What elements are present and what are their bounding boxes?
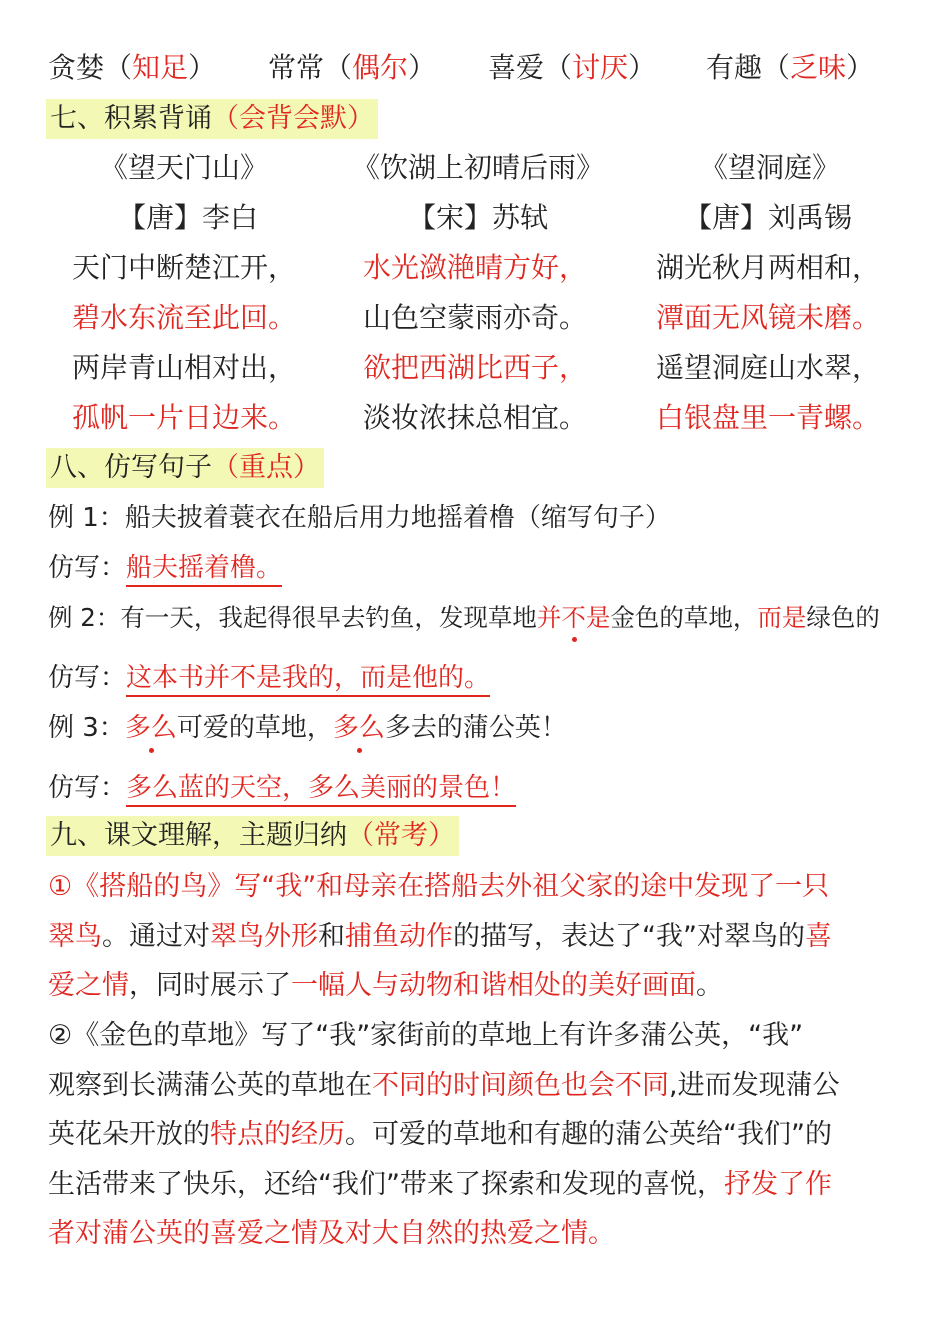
- paragraph-line: [48, 912, 918, 962]
- summary-paragraph: [48, 862, 918, 1011]
- imitation-answer: 船夫摇着橹。: [126, 553, 282, 587]
- keyword-char: 并不是: [536, 603, 611, 632]
- poem-title: 《望天门山》: [100, 151, 269, 184]
- paragraph-line: [48, 961, 918, 1011]
- body-text: 英花朵开放的: [48, 1119, 210, 1150]
- section-tag: （会背会默）: [212, 103, 374, 134]
- keyword-marked: [537, 603, 611, 632]
- section-title: 七、积累背诵: [50, 103, 212, 134]
- section-heading: [46, 99, 378, 139]
- paren-open: （: [544, 51, 573, 84]
- paragraph-line: [48, 1110, 918, 1160]
- poem-line: 欲把西湖比西子，: [363, 351, 588, 384]
- highlight-text: 抒发了作: [723, 1168, 832, 1200]
- imitation-answer: 多么蓝的天空，多么美丽的景色！: [126, 773, 516, 807]
- paren-open: （: [324, 51, 353, 84]
- highlight-text: 捕鱼动作: [345, 920, 453, 952]
- example-sentence: [48, 600, 880, 636]
- antonym-answer: 乏味: [790, 51, 847, 84]
- poem-line: 两岸青山相对出，: [72, 351, 297, 384]
- keyword-marked: 多么: [124, 713, 177, 743]
- paragraph-line: ②《金色的草地》写了“我”家街前的草地上有许多蒲公英，“我”: [48, 1020, 804, 1051]
- paren-open: （: [104, 51, 133, 84]
- paren-close: ）: [846, 51, 875, 84]
- body-text: ,进而发现蒲公: [669, 1069, 840, 1101]
- example-sentence: [48, 500, 671, 536]
- example-text: 多去的蒲公英！: [384, 713, 567, 743]
- antonym-answer: 讨厌: [572, 51, 629, 84]
- body-text: 生活带来了快乐，还给“我们”带来了探索和发现的喜悦，: [48, 1168, 724, 1200]
- body-text: ，同时展示了: [129, 970, 291, 1001]
- poem-author: 【唐】刘禹锡: [684, 201, 853, 234]
- poem-title: 《望洞庭》: [700, 151, 841, 184]
- paren-close: ）: [628, 51, 657, 84]
- imitation-answer: 这本书并不是我的，而是他的。: [126, 663, 490, 697]
- antonym-word: 喜爱: [488, 51, 545, 84]
- highlight-text: 特点的经历: [210, 1119, 345, 1150]
- example-text: 有一天，我起得很早去钓鱼，发现草地: [120, 603, 537, 632]
- highlight-text: 翠鸟外形: [210, 920, 318, 952]
- antonym-pair: [488, 50, 656, 86]
- antonym-pair: [706, 50, 874, 86]
- highlight-text: 爱之情: [48, 970, 129, 1001]
- section-heading: [46, 816, 459, 856]
- section-heading: [46, 448, 324, 488]
- highlight-text: 不同的时间颜色也会不同: [372, 1069, 669, 1101]
- example-text: 绿色的: [806, 603, 880, 632]
- example-text: 船夫披着蓑衣在船后用力地摇着橹（缩写句子）: [124, 503, 671, 533]
- poem-author: 【宋】苏轼: [408, 201, 549, 234]
- body-text: 的描写，表达了“我”对翠鸟的: [453, 920, 805, 952]
- antonym-pair: [268, 50, 436, 86]
- imitation-label: 仿写：: [48, 663, 127, 693]
- example-sentence: [48, 710, 567, 746]
- imitation-sentence: [48, 770, 516, 806]
- poem-line: 孤帆一片日边来。: [72, 401, 297, 434]
- paragraph-line: [48, 1061, 918, 1111]
- section-title: 八、仿写句子: [50, 452, 212, 483]
- paragraph-line: [48, 1160, 918, 1210]
- imitation-label: 仿写：: [48, 773, 127, 803]
- poem-line: 水光潋滟晴方好，: [363, 251, 588, 284]
- antonym-word: 贪婪: [48, 51, 105, 84]
- example-label: 例 2：: [48, 603, 121, 632]
- paren-close: ）: [188, 51, 217, 84]
- highlight-text: 一幅人与动物和谐相处的美好画面: [291, 970, 696, 1001]
- section-tag: （重点）: [212, 452, 320, 483]
- imitation-sentence: [48, 660, 490, 696]
- antonym-answer: 知足: [132, 51, 189, 84]
- poem-title: 《饮湖上初晴后雨》: [352, 151, 605, 184]
- poem-line: 湖光秋月两相和，: [656, 251, 881, 284]
- body-text: 。通过对: [102, 920, 210, 952]
- paren-close: ）: [408, 51, 437, 84]
- example-label: 例 1：: [48, 503, 125, 533]
- body-text: 和: [318, 920, 345, 952]
- poem-line: 山色空蒙雨亦奇。: [363, 301, 588, 334]
- antonym-word: 有趣: [706, 51, 763, 84]
- poem-line: 遥望洞庭山水翠，: [656, 351, 881, 384]
- imitation-sentence: [48, 550, 282, 586]
- paragraph-line: 者对蒲公英的喜爱之情及对大自然的热爱之情。: [48, 1218, 615, 1249]
- highlight-text: 翠鸟: [48, 920, 102, 952]
- poem-line: 淡妆浓抹总相宜。: [363, 401, 588, 434]
- keyword-marked: 多么: [332, 713, 385, 743]
- example-text: 金色的草地，: [610, 603, 758, 632]
- paren-open: （: [762, 51, 791, 84]
- example-text: 可爱的草地，: [176, 713, 333, 743]
- body-text: 观察到长满蒲公英的草地在: [48, 1069, 372, 1101]
- antonym-word: 常常: [268, 51, 325, 84]
- body-text: 。: [696, 970, 723, 1001]
- poem-line: 潭面无风镜未磨。: [656, 301, 881, 334]
- summary-paragraph: [48, 1011, 918, 1259]
- poem-author: 【唐】李白: [118, 201, 259, 234]
- antonym-pair: [48, 50, 216, 86]
- section-tag: （常考）: [347, 820, 455, 851]
- antonym-answer: 偶尔: [352, 51, 409, 84]
- poem-line: 天门中断楚江开，: [72, 251, 297, 284]
- imitation-label: 仿写：: [48, 553, 127, 583]
- paragraph-line: ①《搭船的鸟》写“我”和母亲在搭船去外祖父家的途中发现了一只: [48, 871, 830, 902]
- highlight-text: 喜: [804, 920, 832, 952]
- poem-line: 碧水东流至此回。: [72, 301, 297, 334]
- section-title: 九、课文理解，主题归纳: [50, 820, 347, 851]
- poem-line: 白银盘里一青螺。: [656, 401, 881, 434]
- keyword-marked: 而是: [757, 603, 807, 632]
- example-label: 例 3：: [48, 713, 125, 743]
- body-text: 。可爱的草地和有趣的蒲公英给“我们”的: [345, 1119, 832, 1150]
